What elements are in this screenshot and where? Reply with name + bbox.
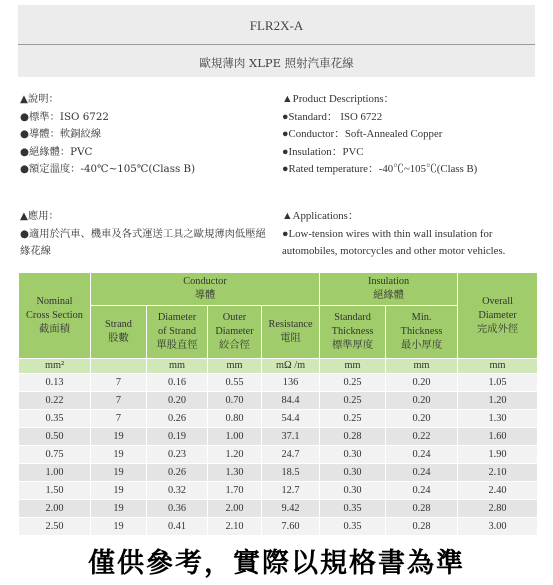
header-text: 絕緣體 (373, 290, 404, 301)
table-cell: 0.30 (320, 464, 386, 482)
table-row (19, 464, 538, 482)
header-text: 導體 (194, 290, 216, 301)
header-text: Nominal (36, 295, 73, 307)
header-overall-diameter (458, 273, 538, 359)
table-cell: 0.50 (19, 428, 91, 446)
header-nominal-cross-section (19, 273, 91, 359)
table-cell: 0.70 (208, 392, 262, 410)
table-cell: 0.75 (19, 446, 91, 464)
header-resistance (262, 306, 320, 359)
table-cell: 2.00 (208, 500, 262, 518)
header-text: 最小厚度 (400, 340, 443, 351)
table-cell: 19 (91, 482, 147, 500)
header-min-thickness (386, 306, 458, 359)
header-text: 標準厚度 (331, 340, 374, 351)
units-row (19, 359, 538, 374)
table-row (19, 428, 538, 446)
application-en-text: ●Low-tension wires with thin wall insulation for automobiles, motorcycles and other motor vehicles. (282, 227, 506, 257)
header-text: 絞合徑 (219, 340, 250, 351)
header-text: 截面積 (39, 323, 70, 335)
table-row (19, 482, 538, 500)
table-cell: 0.25 (320, 392, 386, 410)
table-cell: 7 (91, 410, 147, 428)
table-row (19, 392, 538, 410)
table-cell: 1.05 (458, 374, 538, 392)
table-cell: 0.35 (19, 410, 91, 428)
unit-cell: mm (386, 359, 458, 374)
table-row (19, 410, 538, 428)
header-text: of Strand (157, 326, 197, 337)
table-cell: 0.13 (19, 374, 91, 392)
unit-cell: mm² (19, 359, 91, 374)
table-cell: 0.35 (320, 518, 386, 536)
unit-cell (91, 359, 147, 374)
title-divider (18, 44, 535, 45)
table-cell: 0.25 (320, 374, 386, 392)
table-cell: 0.30 (320, 446, 386, 464)
header-text: Outer (222, 312, 247, 323)
table-cell: 0.20 (147, 392, 208, 410)
table-cell: 7 (91, 374, 147, 392)
header-text: Min. (411, 312, 432, 323)
unit-cell: mm (458, 359, 538, 374)
header-text: Diameter (157, 312, 197, 323)
table-cell: 9.42 (262, 500, 320, 518)
product-model: FLR2X-A (249, 18, 304, 33)
header-text: Thickness (331, 326, 374, 337)
table-cell: 0.24 (386, 482, 458, 500)
table-row (19, 446, 538, 464)
table-cell: 0.35 (320, 500, 386, 518)
unit-cell: mm (208, 359, 262, 374)
application-en (282, 208, 542, 261)
header-text: Conductor (183, 276, 227, 287)
table-cell: 0.20 (386, 374, 458, 392)
table-cell: 12.7 (262, 482, 320, 500)
reference-note: 僅供參考，實際以規格書為準 (88, 548, 465, 579)
product-name: 歐規薄肉 XLPE 照射汽車花線 (199, 56, 354, 70)
table-cell: 1.50 (19, 482, 91, 500)
table-cell: 19 (91, 446, 147, 464)
header-text: Insulation (367, 276, 410, 287)
header-insulation (320, 273, 458, 306)
table-cell: 7 (91, 392, 147, 410)
description-zh (20, 91, 195, 179)
header-conductor (91, 273, 320, 306)
table-cell: 0.24 (386, 464, 458, 482)
table-cell: 37.1 (262, 428, 320, 446)
table-cell: 0.25 (320, 410, 386, 428)
table-row (19, 500, 538, 518)
table-cell: 0.80 (208, 410, 262, 428)
table-cell: 19 (91, 518, 147, 536)
header-text: Cross Section (26, 309, 83, 321)
table-cell: 1.30 (208, 464, 262, 482)
table-cell: 0.20 (386, 392, 458, 410)
table-cell: 0.26 (147, 410, 208, 428)
description-en-line: ●Standard： ISO 6722 (282, 110, 383, 123)
header-text: 股數 (108, 333, 129, 344)
table-cell: 1.30 (458, 410, 538, 428)
description-en-line: ●Rated temperature：-40℃~105℃(Class B) (282, 163, 478, 175)
header-text: Strand (105, 319, 132, 330)
header-standard-thickness (320, 306, 386, 359)
table-cell: 1.70 (208, 482, 262, 500)
header-text: 完成外徑 (476, 323, 519, 335)
table-cell: 0.28 (386, 500, 458, 518)
description-en (282, 91, 477, 179)
unit-cell: mm (320, 359, 386, 374)
table-cell: 19 (91, 428, 147, 446)
header-outer-diameter (208, 306, 262, 359)
header-text: Diameter (478, 309, 517, 321)
table-cell: 0.30 (320, 482, 386, 500)
table-cell: 0.24 (386, 446, 458, 464)
table-cell: 24.7 (262, 446, 320, 464)
table-cell: 0.26 (147, 464, 208, 482)
description-zh-line: ●額定溫度：-40℃~105℃(Class B) (20, 163, 196, 175)
header-text: Overall (482, 295, 513, 307)
table-cell: 7.60 (262, 518, 320, 536)
application-zh (20, 208, 275, 261)
description-en-line: ●Insulation：PVC (282, 145, 364, 158)
header-strand (91, 306, 147, 359)
table-cell: 2.50 (19, 518, 91, 536)
table-cell: 0.55 (208, 374, 262, 392)
table-cell: 18.5 (262, 464, 320, 482)
application-zh-text: ●適用於汽車、機車及各式運送工具之歐規薄肉低壓絕緣花線 (20, 227, 266, 257)
table-row (19, 374, 538, 392)
table-cell: 19 (91, 464, 147, 482)
table-cell: 0.16 (147, 374, 208, 392)
table-cell: 0.22 (19, 392, 91, 410)
header-diameter-of-strand (147, 306, 208, 359)
application-zh-heading: ▲應用： (20, 210, 59, 222)
table-cell: 0.23 (147, 446, 208, 464)
header-text: 電阻 (280, 333, 301, 344)
spec-table (18, 272, 538, 536)
description-zh-line: ●絕緣體：PVC (20, 145, 93, 158)
table-cell: 54.4 (262, 410, 320, 428)
table-cell: 2.40 (458, 482, 538, 500)
header-text: Resistance (268, 319, 313, 330)
title-banner (18, 5, 535, 77)
table-cell: 0.20 (386, 410, 458, 428)
table-cell: 2.10 (458, 464, 538, 482)
table-cell: 1.00 (208, 428, 262, 446)
table-cell: 0.36 (147, 500, 208, 518)
table-cell: 136 (262, 374, 320, 392)
table-cell: 0.28 (320, 428, 386, 446)
table-cell: 1.90 (458, 446, 538, 464)
header-text: Thickness (400, 326, 443, 337)
description-en-line: ●Conductor：Soft-Annealed Copper (282, 128, 443, 140)
table-cell: 84.4 (262, 392, 320, 410)
table-cell: 2.10 (208, 518, 262, 536)
description-zh-line: ●標準：ISO 6722 (20, 110, 109, 123)
unit-cell: mΩ /m (262, 359, 320, 374)
table-cell: 1.20 (208, 446, 262, 464)
description-zh-heading: ▲說明： (20, 93, 59, 105)
table-cell: 0.41 (147, 518, 208, 536)
table-row (19, 518, 538, 536)
header-text: Diameter (215, 326, 254, 337)
table-cell: 0.22 (386, 428, 458, 446)
table-cell: 3.00 (458, 518, 538, 536)
description-en-heading: ▲Product Descriptions： (282, 93, 395, 105)
application-en-heading: ▲Applications： (282, 210, 359, 222)
table-cell: 2.80 (458, 500, 538, 518)
table-cell: 0.19 (147, 428, 208, 446)
header-text: 單股直徑 (156, 340, 198, 351)
table-cell: 1.00 (19, 464, 91, 482)
table-cell: 0.28 (386, 518, 458, 536)
header-text: Standard (334, 312, 371, 323)
spec-table-body (19, 374, 538, 536)
table-cell: 1.20 (458, 392, 538, 410)
table-cell: 0.32 (147, 482, 208, 500)
table-cell: 19 (91, 500, 147, 518)
table-cell: 2.00 (19, 500, 91, 518)
unit-cell: mm (147, 359, 208, 374)
table-cell: 1.60 (458, 428, 538, 446)
description-zh-line: ●導體：軟銅絞線 (20, 128, 102, 140)
